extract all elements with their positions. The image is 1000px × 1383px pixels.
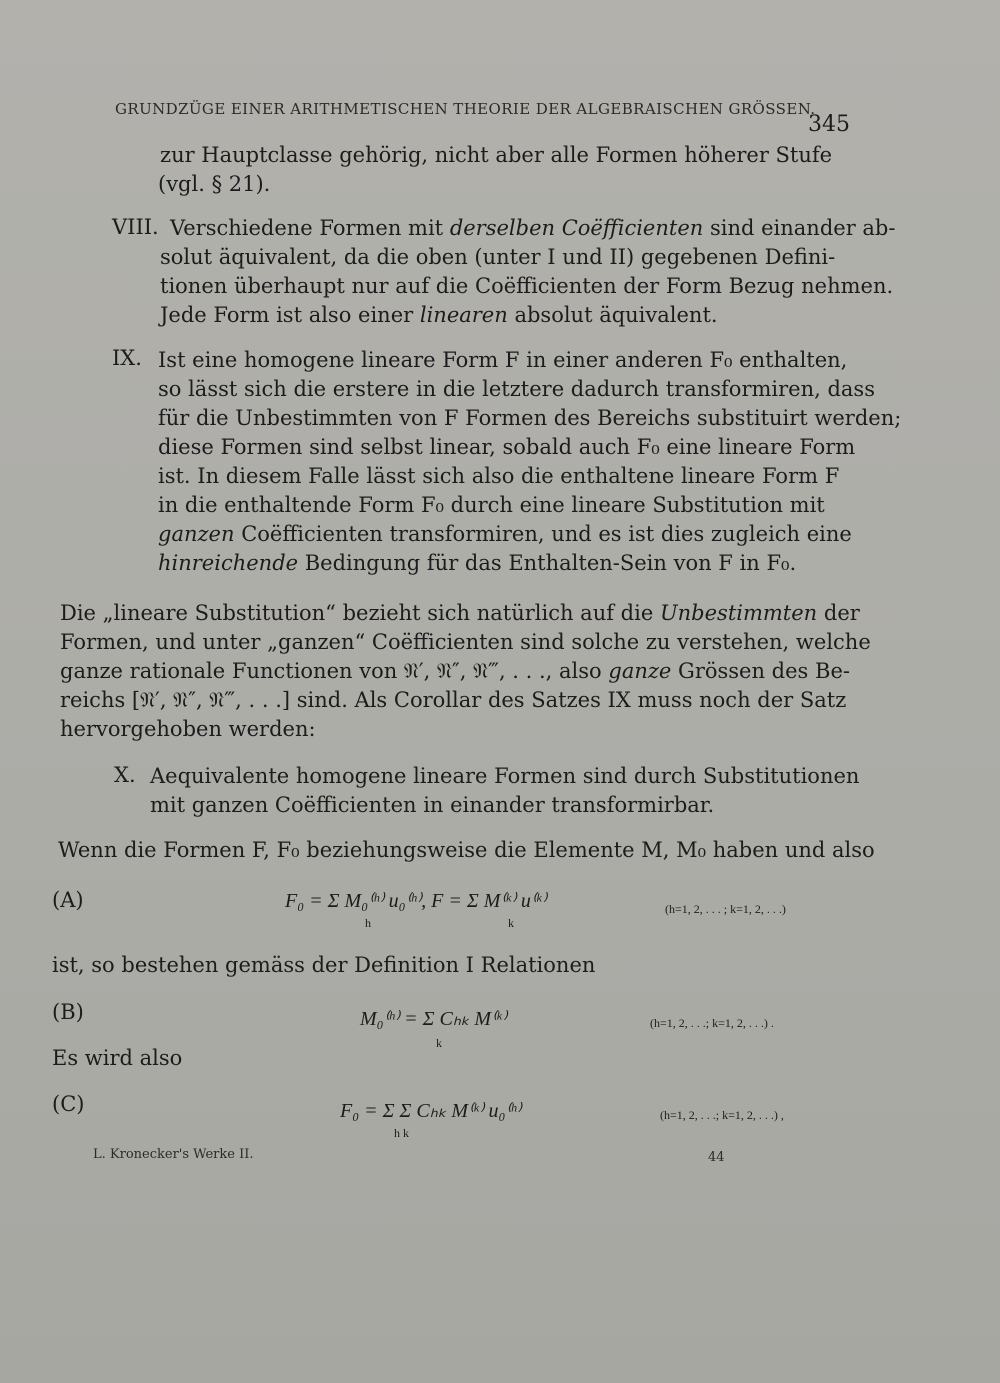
text-line: so lässt sich die erstere in die letztere dadurch transformiren, dass xyxy=(158,377,875,401)
footer-volume: L. Kronecker's Werke II. xyxy=(93,1147,254,1162)
text-span: der xyxy=(823,601,860,625)
emphasis: hinreichende xyxy=(158,551,299,575)
text-span: absolut äquivalent. xyxy=(514,303,718,327)
emphasis: linearen xyxy=(419,303,508,327)
summation-index: k xyxy=(508,916,514,930)
text-line: Es wird also xyxy=(52,1046,183,1070)
text-span: sind einander ab- xyxy=(709,216,896,240)
summation-index: h xyxy=(365,916,371,930)
footer-signature: 44 xyxy=(708,1150,725,1165)
emphasis: ganzen xyxy=(158,522,235,546)
equation-label: (B) xyxy=(52,1000,84,1024)
page-number: 345 xyxy=(808,112,850,137)
text-line: diese Formen sind selbst linear, sobald auch F₀ eine lineare Form xyxy=(158,435,856,459)
theorem-label-x: X. xyxy=(114,763,136,787)
text-line: Wenn die Formen F, F₀ beziehungsweise die Elemente M, M₀ haben und also xyxy=(58,838,875,862)
text-line: in die enthaltende Form F₀ durch eine lineare Substitution mit xyxy=(158,493,825,517)
text-line: Aequivalente homogene lineare Formen sind durch Substitutionen xyxy=(150,764,860,788)
text-line: ist. In diesem Falle lässt sich also die enthaltene lineare Form F xyxy=(158,464,840,488)
text-line: hervorgehoben werden: xyxy=(60,717,316,741)
text-span: ganze rationale Functionen von 𝔑′, 𝔑″, 𝔑‴, . . ., also xyxy=(60,659,602,683)
theorem-label-ix: IX. xyxy=(112,346,142,370)
text-span: Die „lineare Substitution“ bezieht sich natürlich auf die xyxy=(60,601,654,625)
text-line: ist, so bestehen gemäss der Definition I Relationen xyxy=(52,953,596,977)
equation-a: F₀ = Σ M₀⁽ʰ⁾ u₀⁽ʰ⁾, F = Σ M⁽ᵏ⁾ u⁽ᵏ⁾ xyxy=(285,890,547,912)
running-title: GRUNDZÜGE EINER ARITHMETISCHEN THEORIE DER ALGEBRAISCHEN GRÖSSEN. xyxy=(115,100,816,118)
summation-index: k xyxy=(436,1036,442,1050)
paragraph-line xyxy=(60,661,850,682)
theorem-ix-line xyxy=(158,553,796,574)
index-range-note: (h=1, 2, . . . ; k=1, 2, . . .) xyxy=(665,902,786,916)
emphasis: derselben Coëfficienten xyxy=(449,216,704,240)
text-line: (vgl. § 21). xyxy=(158,172,271,196)
theorem-viii-line xyxy=(170,218,895,239)
equation-label: (A) xyxy=(52,888,84,912)
paragraph-line xyxy=(60,603,860,624)
theorem-ix-line xyxy=(158,524,852,545)
text-line: mit ganzen Coëfficienten in einander transformirbar. xyxy=(150,793,715,817)
emphasis: Unbestimmten xyxy=(659,601,818,625)
text-line: zur Hauptclasse gehörig, nicht aber alle Formen höherer Stufe xyxy=(160,143,833,167)
equation-label: (C) xyxy=(52,1092,85,1116)
text-span: Verschiedene Formen mit xyxy=(170,216,444,240)
equation-c: F₀ = Σ Σ Cₕₖ M⁽ᵏ⁾ u₀⁽ʰ⁾ xyxy=(340,1100,521,1122)
text-span: Jede Form ist also einer xyxy=(160,303,414,327)
text-line: Formen, und unter „ganzen“ Coëfficienten sind solche zu verstehen, welche xyxy=(60,630,871,654)
text-span: Bedingung für das Enthalten-Sein von F in F₀. xyxy=(304,551,797,575)
text-line: tionen überhaupt nur auf die Coëfficienten der Form Bezug nehmen. xyxy=(160,274,894,298)
theorem-viii-line xyxy=(160,305,718,326)
equation-b: M₀⁽ʰ⁾ = Σ Cₕₖ M⁽ᵏ⁾ xyxy=(360,1008,507,1030)
text-line: solut äquivalent, da die oben (unter I und II) gegebenen Defini- xyxy=(160,245,836,269)
text-line: Ist eine homogene lineare Form F in einer anderen F₀ enthalten, xyxy=(158,348,848,372)
text-span: Coëfficienten transformiren, und es ist dies zugleich eine xyxy=(241,522,852,546)
text-line: für die Unbestimmten von F Formen des Bereichs substituirt werden; xyxy=(158,406,902,430)
text-line: reichs [𝔑′, 𝔑″, 𝔑‴, . . .] sind. Als Corollar des Satzes IX muss noch der Satz xyxy=(60,688,847,712)
index-range-note: (h=1, 2, . . .; k=1, 2, . . .) , xyxy=(660,1108,784,1122)
text-span: Grössen des Be- xyxy=(678,659,850,683)
theorem-label-viii: VIII. xyxy=(112,215,159,239)
summation-index: h k xyxy=(394,1126,409,1140)
emphasis: ganze xyxy=(608,659,672,683)
index-range-note: (h=1, 2, . . .; k=1, 2, . . .) . xyxy=(650,1016,774,1030)
